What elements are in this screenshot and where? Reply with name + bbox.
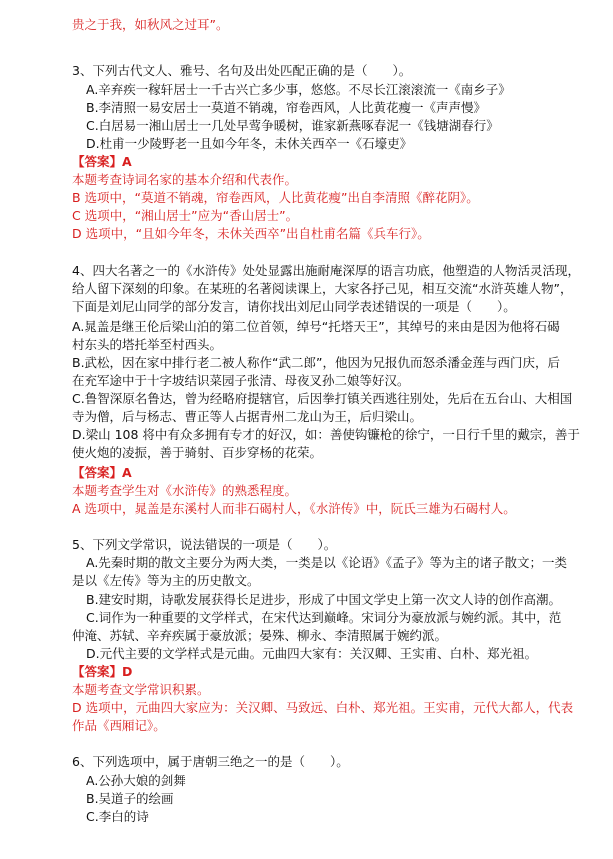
q3-option-a: A.辛弃疾一稼轩居士一千古兴亡多少事，悠悠。不尽长江滚滚流一《南乡子》 [86,82,511,97]
q6-question: 6、下列选项中，属于唐朝三绝之一的是（ ）。 [72,754,349,769]
q5-option-c: C.词作为一种重要的文学样式，在宋代达到巅峰。宋词分为豪放派与婉约派。其中，范 [86,610,562,625]
q5-option-a: A.先秦时期的散文主要分为两大类，一类是以《论语》《孟子》等为主的诸子散文；一类 [86,555,568,570]
q3-explanation-line: 本题考查诗词名家的基本介绍和代表作。 [72,172,298,187]
q4-option-a: A.晁盖是继王伦后梁山泊的第二位首领，绰号“托塔天王”，其绰号的来由是因为他将石碣 [72,319,560,334]
q4-question-line: 下面是刘尼山同学的部分发言，请你找出刘尼山同学表述错误的一项是（ ）。 [72,299,516,314]
intro-tail-text: 贵之于我，如秋风之过耳”。 [72,17,229,32]
q5-option-a-cont: 是以《左传》等为主的历史散文。 [72,573,260,588]
q4-option-d-cont: 使火炮的凌振，善于骑射、百步穿杨的花荣。 [72,445,323,460]
q3-option-d: D.杜甫一少陵野老一且如今年冬，未休关西卒一《石壕吏》 [86,136,413,151]
q4-option-b: B.武松，因在家中排行老二被人称作“武二郎”，他因为兄报仇而怒杀潘金莲与西门庆，后 [72,355,561,370]
q3-explanation-line: B 选项中，“莫道不销魂，帘卷西风，人比黄花瘦”出自李清照《醉花阴》。 [72,190,479,205]
q3-question: 3、下列古代文人、雅号、名句及出处匹配正确的是（ ）。 [72,63,412,78]
q4-explanation-line: A 选项中，晁盖是东溪村人而非石碣村人，《水浒传》中，阮氏三雄为石碣村人。 [72,501,516,516]
q4-option-c-cont: 寺为僧，后与杨志、曹正等人占据青州二龙山为王，后归梁山。 [72,409,423,424]
q5-option-b: B.建安时期，诗歌发展获得长足进步，形成了中国文学史上第一次文人诗的创作高潮。 [86,592,562,607]
q3-explanation-line: D 选项中，“且如今年冬，未休关西卒”出自杜甫名篇《兵车行》。 [72,226,430,241]
q3-explanation-line: C 选项中，“湘山居士”应为“香山居士”。 [72,208,299,223]
q6-option-b: B.吴道子的绘画 [86,791,174,806]
q5-option-c-cont: 仲淹、苏轼、辛弃疾属于豪放派；晏殊、柳永、李清照属于婉约派。 [72,628,448,643]
q5-question: 5、下列文学常识，说法错误的一项是（ ）。 [72,537,337,552]
q4-option-b-cont: 在充军途中于十字坡结识菜园子张清、母夜叉孙二娘等好汉。 [72,373,410,388]
q4-question-line: 4、四大名著之一的《水浒传》处处显露出施耐庵深厚的语言功底，他塑造的人物活灵活现， [72,263,580,278]
q5-explanation-line: 本题考查文学常识积累。 [72,682,210,697]
q3-option-b: B.李清照一易安居士一莫道不销魂，帘卷西风，人比黄花瘦一《声声慢》 [86,100,487,115]
q5-answer: 【答案】D [72,664,133,679]
q4-option-a-cont: 村东头的塔托举至村西头。 [72,337,223,352]
q5-option-d: D.元代主要的文学样式是元曲。元曲四大家有：关汉卿、王实甫、白朴、郑光祖。 [86,646,538,661]
q4-explanation-line: 本题考查学生对《水浒传》的熟悉程度。 [72,483,298,498]
q6-option-a: A.公孙大娘的剑舞 [86,773,186,788]
q3-option-c: C.白居易一湘山居士一几处早莺争暖树，谁家新燕啄春泥一《钱塘湖春行》 [86,118,499,133]
q4-answer: 【答案】A [72,465,132,480]
q5-explanation-line: D 选项中，元曲四大家应为：关汉卿、马致远、白朴、郑光祖。王实甫，元代大都人，代表 [72,700,574,715]
q6-option-c: C.李白的诗 [86,809,149,824]
q4-question-line: 给人留下深刻的印象。在某班的名著阅读课上，大家各抒己见，相互交流“水浒英雄人物”， [72,281,573,296]
q4-option-c: C.鲁智深原名鲁达，曾为经略府提辖官，后因拳打镇关西逃往别处，先后在五台山、大相国 [72,391,573,406]
q5-explanation-line: 作品《西厢记》。 [72,718,166,733]
q4-option-d: D.梁山 108 将中有众多拥有专才的好汉，如：善使钩镰枪的徐宁，一日行千里的戴宗，善于 [72,427,580,442]
q3-answer: 【答案】A [72,154,132,169]
